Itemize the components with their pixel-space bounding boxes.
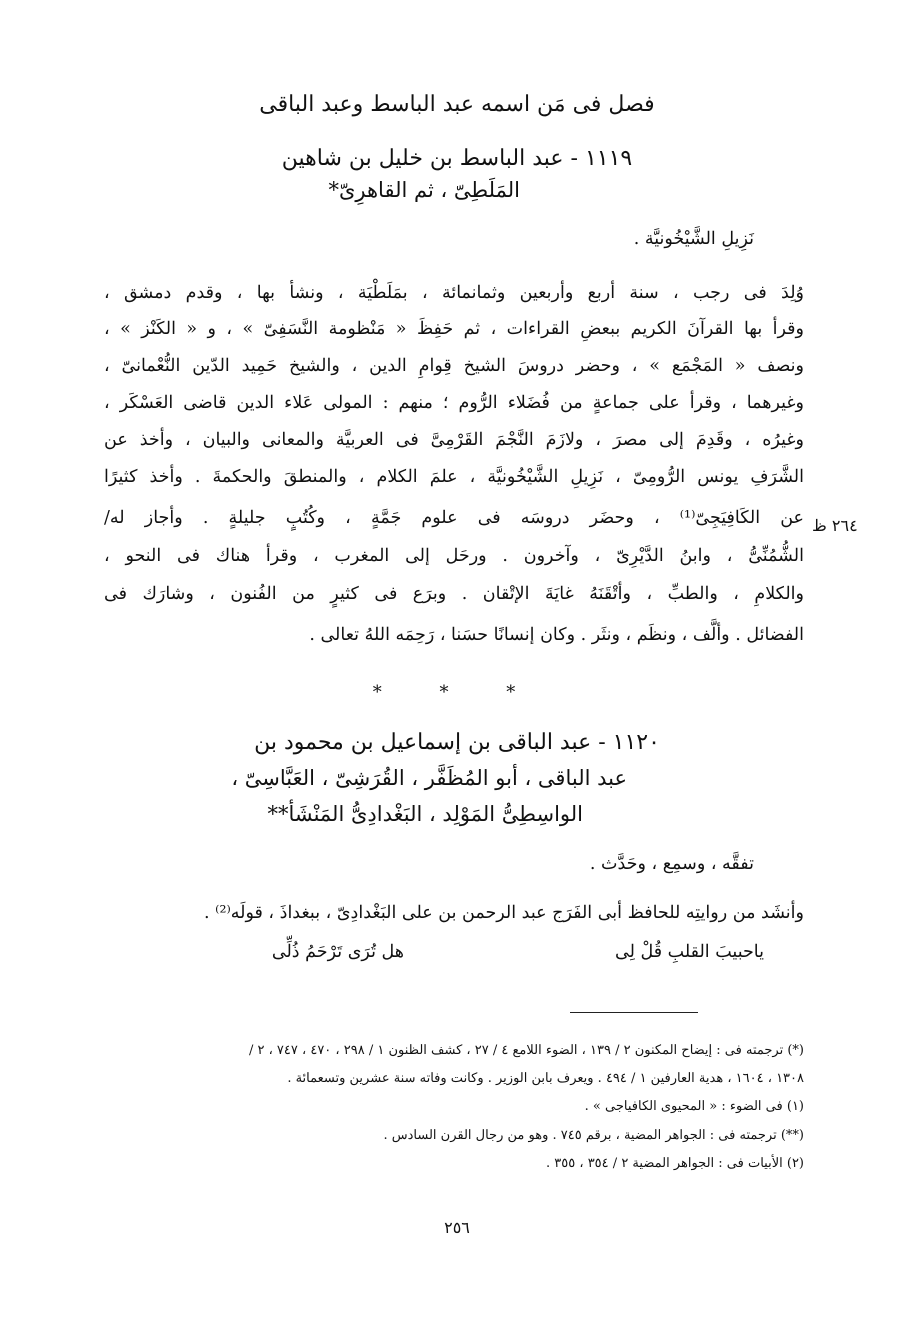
entry-1119-body-line: وغيرهما ، وقرأ على جماعةٍ من فُضَلاء الرُّوم ؛ منهم : المولى عَلاء الدين قاضى العَسْكَر ،: [104, 393, 804, 413]
entry-1120-heading-line3: الواسِطِىُّ المَوْلِد ، البَغْدادِىُّ المَنْشَأ**: [267, 802, 583, 826]
entry-1119-body-line: وغيرُه ، وقَدِمَ إلى مصرَ ، ولازَمَ النَّجْمَ القَرْمِىَّ فى العربيَّة والمعانى والبيان ، وأخذ عن: [104, 430, 804, 450]
poem-first-hemistich: ياحبيبَ القلبِ قُلْ لِى: [614, 942, 764, 962]
footnote: (١) فى الضوء : « المحيوى الكافياجى » .: [584, 1099, 804, 1114]
entry-1119-body-line: والكلامِ ، والطبِّ ، وأتْقَنَهُ غايَةَ الإتْقان . وبرَع فى كثيرٍ من الفُنون ، وشارَك فى: [104, 584, 804, 604]
footnote: (*) ترجمته فى : إيضاح المكنون ٢ / ١٣٩ ، الضوء اللامع ٤ / ٢٧ ، كشف الظنون ١ / ٢٩٨ ، ٤٧٠ ، ٧٤٧ ، ٢ /: [248, 1043, 804, 1058]
entry-1119-heading: ١١١٩ - عبد الباسط بن خليل بن شاهين: [281, 146, 633, 171]
entry-1119-body-line: وُلِدَ فى رجب ، سنة أربع وأربعين وثمانمائة ، بمَلَطْيَة ، ونشأ بها ، وقدم دمشق ،: [104, 283, 804, 303]
entry-1119-nisba-heading: المَلَطِىّ ، ثم القاهرِىّ*: [328, 178, 520, 202]
entry-1119-body-line: وقرأ بها القرآنَ الكريم ببعضِ القراءات ، ثم حَفِظَ « مَنْظومة النَّسَفِىّ » ، و « الكَنْز » ،: [104, 319, 804, 339]
section-separator: * * *: [372, 682, 542, 703]
footnote: ١٣٠٨ ، ١٦٠٤ ، هدية العارفين ١ / ٤٩٤ . ويعرف بابن الوزير . وكانت وفاته سنة عشرين وتسعمائة .: [287, 1071, 804, 1086]
footnote: (**) ترجمته فى : الجواهر المضية ، برقم ٧٤٥ . وهو من رجال القرن السادس .: [383, 1128, 804, 1143]
entry-1120-heading: ١١٢٠ - عبد الباقى بن إسماعيل بن محمود بن: [254, 730, 660, 755]
poem-second-hemistich: هل تُرَى تَرْحَمُ ذُلِّى: [271, 942, 404, 962]
footnote: (٢) الأبيات فى : الجواهر المضية ٢ / ٣٥٤ ، ٣٥٥ .: [546, 1156, 804, 1171]
entry-1120-body-line: وأنشَد من روايتِه للحافظ أبى الفَرَج عبد الرحمن بن على البَغْدادِىّ ، ببغداذَ ، قولَه⁽²⁾ .: [204, 903, 804, 923]
footnote-divider: [570, 1012, 698, 1013]
entry-1119-residence: نَزِيلِ الشَّيْخُونيَّة .: [633, 229, 754, 249]
entry-1119-body-line: ونصف « المَجْمَع » ، وحضر دروسَ الشيخ قِوامِ الدين ، والشيخ حَمِيد الدّين النُّعْمانىّ ،: [104, 356, 804, 376]
entry-1120-body-line: تفقَّه ، وسمِع ، وحَدَّث .: [589, 854, 754, 874]
margin-folio-note: ٢٦٤ ظ: [812, 516, 858, 535]
entry-1119-body-line: الفضائل . وألَّف ، ونظَم ، ونثَر . وكان إنسانًا حسَنا ، رَحِمَه اللهُ تعالى .: [309, 625, 804, 645]
entry-1119-body-line: عن الكَافِيَجِىّ⁽¹⁾ ، وحضَر دروسَه فى علوم جَمَّةٍ ، وكُتُبٍ جليلةٍ . وأجاز له/: [104, 508, 804, 528]
entry-1119-body-line: الشَّرَفِ يونس الرُّومِىّ ، نَزِيلِ الشَّيْخُونيَّة ، علمَ الكلام ، والمنطقَ والحكمةَ . وأخذ كثيرًا: [104, 467, 804, 487]
page-number: ٢٥٦: [444, 1218, 470, 1237]
section-title: فصل فى مَن اسمه عبد الباسط وعبد الباقى: [259, 92, 655, 117]
entry-1120-heading-line2: عبد الباقى ، أبو المُظَفَّر ، القُرَشِىّ ، العَبَّاسِىّ ،: [231, 766, 627, 790]
entry-1119-body-line: الشُّمُنِّىُّ ، وابنُ الدَّيْرِىّ ، وآخرون . ورحَل إلى المغرب ، وقرأ هناك فى النحو ،: [104, 546, 804, 566]
